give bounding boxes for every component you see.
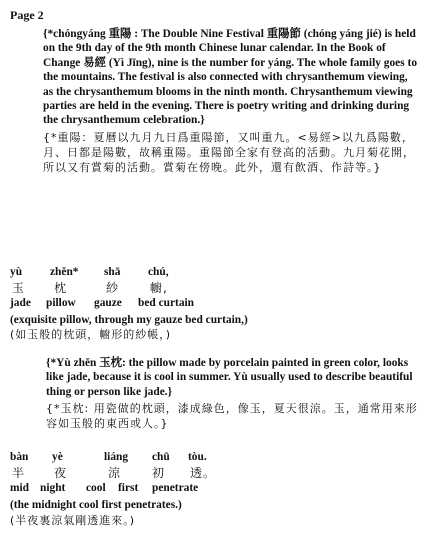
verse2-gloss-3: cool xyxy=(86,482,106,494)
verse1-gloss-4: bed curtain xyxy=(138,297,195,309)
verse1-hanzi-1: 玉 xyxy=(12,281,26,295)
verse1-gloss-1: jade xyxy=(10,297,31,309)
jade-pillow-note-english: {*Yù zhěn 玉枕: the pillow made by porcelain painted in green color, looks like jade, because it is cool in summer. Yù usually used to describe beautiful thing or person like jade.} xyxy=(46,357,413,398)
verse1-gloss-3: gauze xyxy=(94,297,122,309)
verse2-gloss-2: night xyxy=(40,482,66,494)
verse2-hanzi-3: 涼 xyxy=(108,466,122,480)
verse2-hanzi-5: 透。 xyxy=(190,466,217,480)
verse2-hanzi-4: 初 xyxy=(152,466,166,480)
verse2-pinyin-5: tòu. xyxy=(188,451,207,463)
verse2-hanzi-1: 半 xyxy=(12,466,26,480)
festival-note xyxy=(43,27,419,175)
verse2-translation: (the midnight cool first penetrates.) xyxy=(10,499,182,511)
verse1-chinese-translation: (如玉般的枕頭，幮形的紗帳，) xyxy=(10,328,172,341)
verse1-hanzi-2: 枕 xyxy=(54,281,68,295)
verse1-translation: (exquisite pillow, through my gauze bed curtain,) xyxy=(10,314,248,326)
verse2-gloss-5: penetrate xyxy=(152,482,199,494)
verse1-pinyin-4: chú, xyxy=(148,266,169,278)
verse1-pinyin-3: shā xyxy=(104,266,121,278)
verse1-pinyin-1: yù xyxy=(10,266,23,278)
festival-note-chinese: {*重陽：夏曆以九月九日爲重陽節，又叫重九。<易經>以九爲陽數，月、日都是陽數，故稱重陽。重陽節全家有登高的活動。九月菊花開，所以又有賞菊的活動。賞菊在傍晚。此外，還有飲酒、作詩等。} xyxy=(43,130,415,174)
page-label: Page 2 xyxy=(10,8,44,22)
festival-note-english: {*chóngyáng 重陽 : The Double Nine Festival 重陽節 (chóng yáng jié) is held on the 9th day of the 9th month Chinese lunar calendar. In the Book of Change 易經 (Yì Jīng), nine is the number for yáng. The whole family goes to the mountains. The festival is also connected with chrysanthemum viewing, as the chrysanthemum blooms in the ninth month. Chrysanthemum viewing parties are held in the evening. There is poetry writing and drinking during the chrysanthemum celebration.} xyxy=(43,28,418,127)
verse1-gloss-2: pillow xyxy=(46,297,76,309)
verse2-hanzi-2: 夜 xyxy=(54,466,68,480)
jade-pillow-note-chinese: {*玉枕: 用瓷做的枕頭，漆成綠色，像玉，夏天很涼。玉，通常用來形容如玉般的東西或人。} xyxy=(46,402,418,431)
verse2-gloss-4: first xyxy=(118,482,139,494)
verse2-pinyin-3: liáng xyxy=(104,451,129,463)
verse2-chinese-translation: (半夜裏涼氣剛透進來。) xyxy=(10,514,136,527)
verse2-gloss-1: mid xyxy=(10,482,29,494)
verse1-hanzi-3: 紗 xyxy=(106,281,120,295)
verse2-pinyin-2: yè xyxy=(52,451,63,463)
verse2-pinyin-4: chū xyxy=(152,451,170,463)
verse1-hanzi-4: 幮, xyxy=(150,281,168,295)
verse2-pinyin-1: bàn xyxy=(10,451,29,463)
verse1-pinyin-2: zhěn* xyxy=(50,266,79,278)
jade-pillow-note xyxy=(46,356,418,431)
